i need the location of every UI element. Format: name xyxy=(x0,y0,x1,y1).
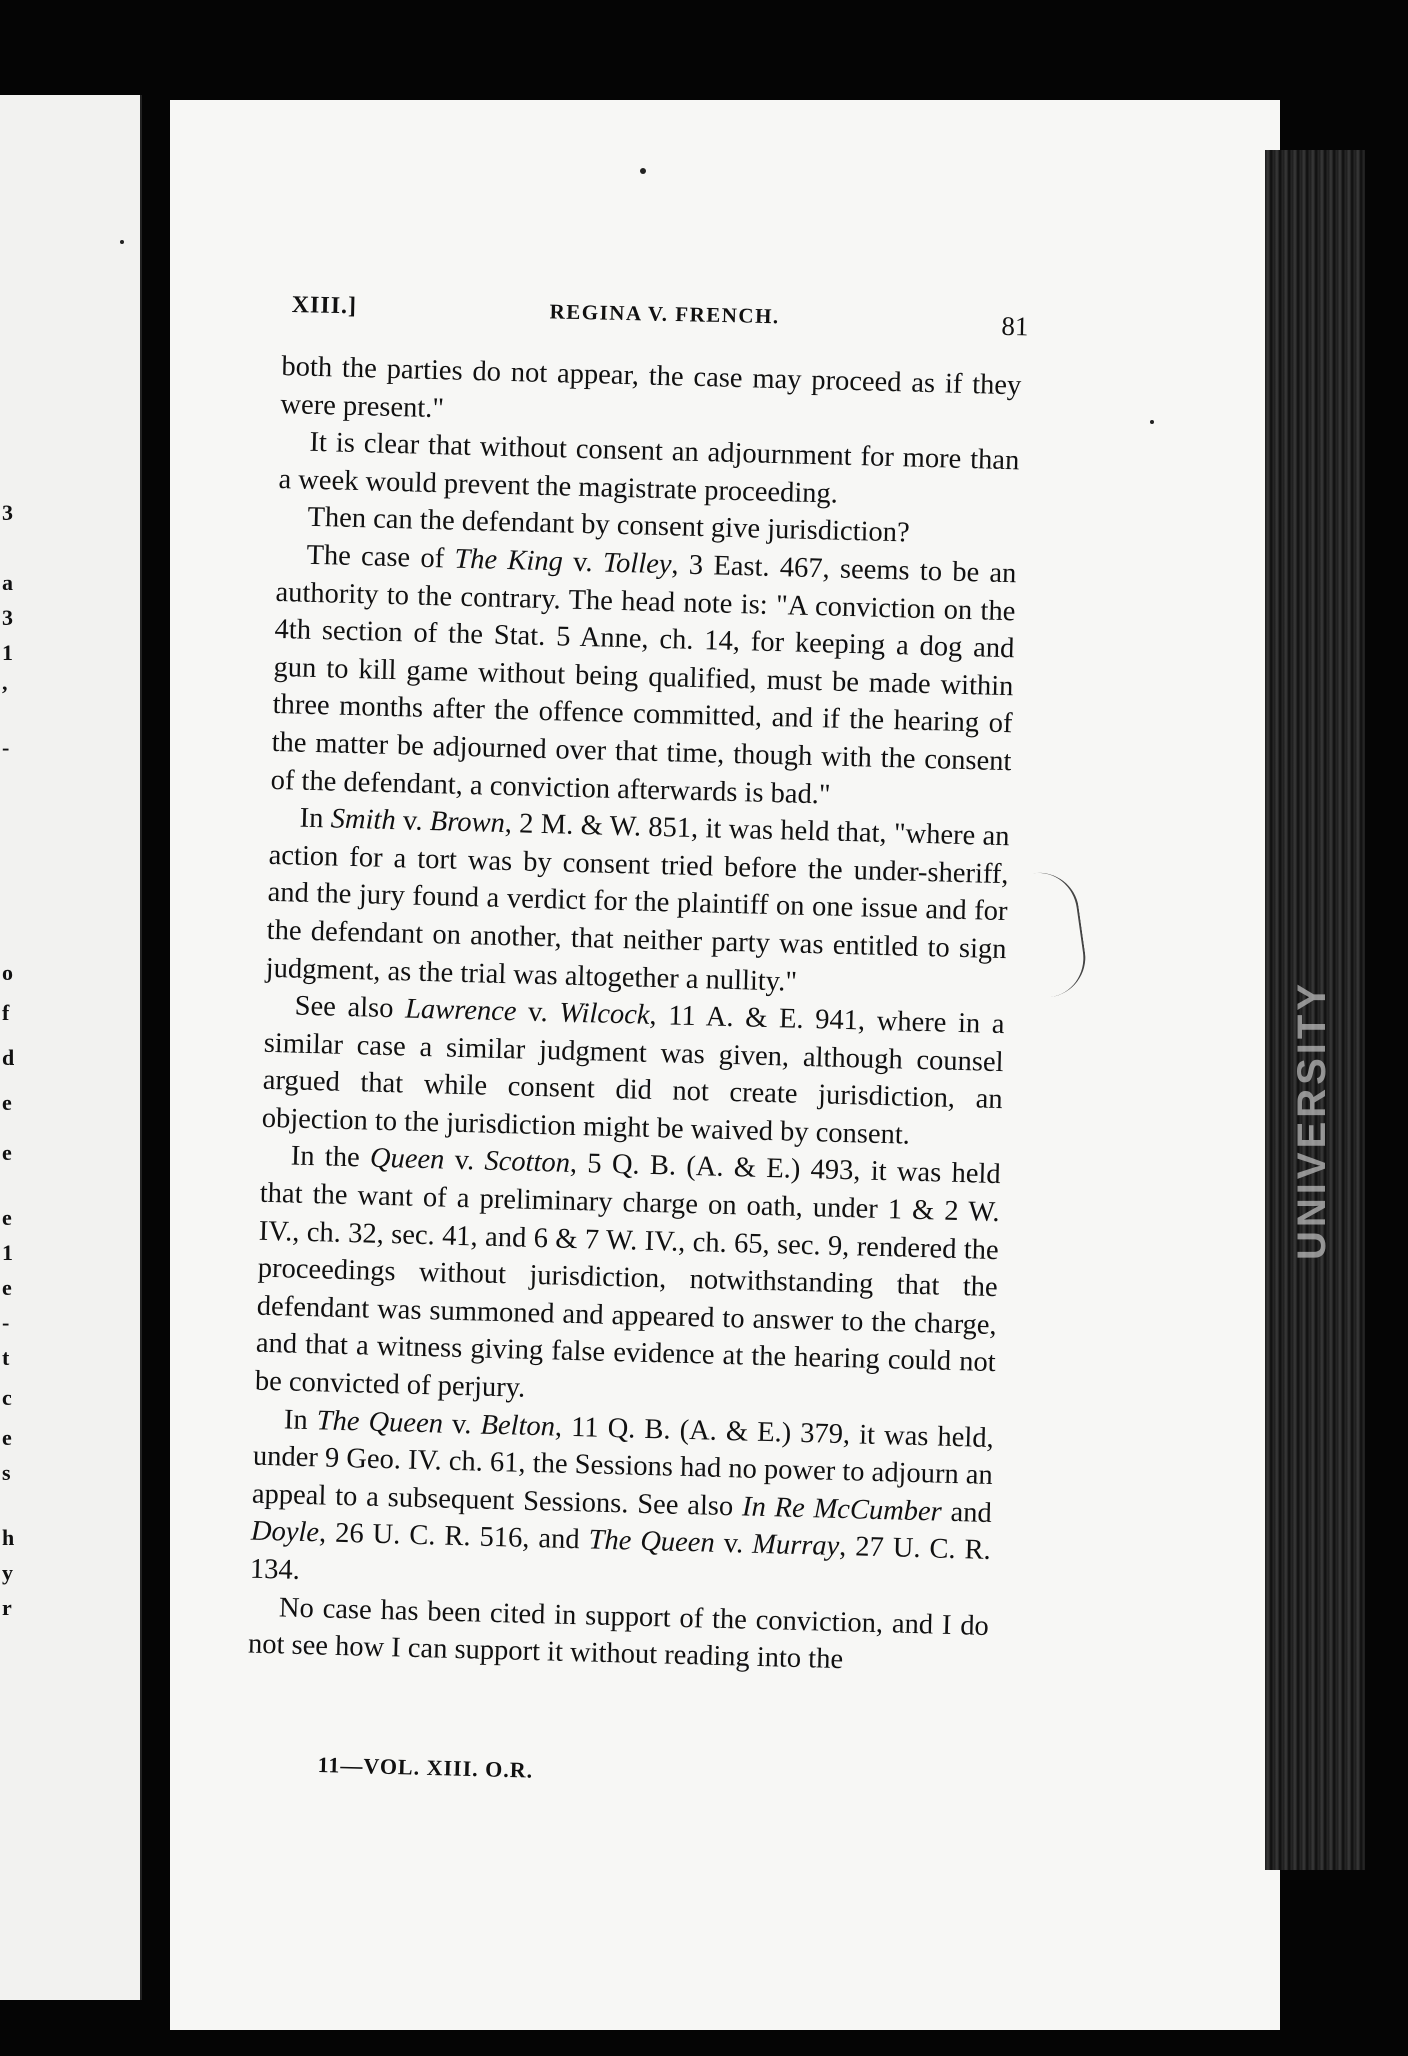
case-name: The King xyxy=(454,543,564,578)
facing-page-fragment: e xyxy=(2,1140,12,1165)
facing-page-fragment: 1 xyxy=(2,1240,13,1265)
text-run: The case of xyxy=(306,539,455,575)
case-name: Brown xyxy=(429,806,506,840)
facing-page-fragment: f xyxy=(2,1000,10,1025)
body-text xyxy=(248,348,1022,1683)
case-name: The Queen xyxy=(316,1404,444,1440)
text-run: , 11 A. & E. 941, where in a similar case a similar judgment was given, although counsel argued that while consent did not create jurisdiction, an objection to the jurisdiction might be waived by consent. xyxy=(261,999,1005,1151)
dust-speck xyxy=(640,168,646,174)
facing-page-fragment: t xyxy=(2,1345,10,1370)
text-run: In the xyxy=(290,1140,371,1175)
paragraph xyxy=(270,536,1017,818)
chapter-marker: XIII.] xyxy=(291,292,358,320)
text-run: , 2 M. & W. 851, it was held that, "where an action for a tort was by consent tried before the under-sheriff, and the jury found a verdict for the plaintiff on one issue and for the defendant on another, that neither party was entitled to sign judgment, as the trial was altogether a nullity." xyxy=(265,808,1010,998)
text-run: v. xyxy=(442,1408,482,1441)
paragraph: both the parties do not appear, the case may proceed as if they were present." xyxy=(280,350,1022,424)
case-name: Lawrence xyxy=(404,993,517,1028)
text-run: , 26 U. C. R. 516, and xyxy=(318,1517,589,1556)
case-name: Wilcock xyxy=(558,997,650,1031)
facing-page-fragment: e xyxy=(2,1275,12,1300)
edge-stamp: UNIVERSITY xyxy=(1290,979,1334,1260)
facing-page-fragment: s xyxy=(2,1460,11,1485)
paragraph xyxy=(250,1400,995,1607)
case-name: Doyle xyxy=(250,1516,320,1549)
facing-page-fragment: - xyxy=(2,735,10,760)
facing-page-fragment: 1 xyxy=(2,640,13,665)
facing-page-fragment: c xyxy=(2,1385,12,1410)
case-name: Murray xyxy=(751,1529,840,1563)
case-name: The Queen xyxy=(588,1524,716,1560)
paragraph: No case has been cited in support of the conviction, and I do not see how I can support it without reading into the xyxy=(247,1591,990,1676)
text-run: See also xyxy=(294,990,406,1025)
text-run: v. xyxy=(443,1145,485,1178)
running-title: REGINA V. FRENCH. xyxy=(549,299,780,329)
text-run: In xyxy=(299,802,332,835)
text-run: In xyxy=(283,1404,318,1436)
facing-page-fragment: e xyxy=(2,1090,12,1115)
text-run: , 11 Q. B. (A. & E.) 379, it was held, under 9 Geo. IV. ch. 61, the Sessions had no power to adjourn an appeal to a subsequent Sessions. See also xyxy=(251,1411,995,1523)
case-name: Belton xyxy=(480,1409,556,1443)
paragraph xyxy=(261,987,1005,1157)
facing-page-fragment: , xyxy=(2,670,8,695)
facing-page-fragment: e xyxy=(2,1425,12,1450)
dust-speck xyxy=(1150,420,1154,424)
case-name: Smith xyxy=(330,803,397,837)
facing-page-fragment: d xyxy=(2,1045,15,1070)
facing-page-fragments xyxy=(0,95,20,2000)
text-run: v. xyxy=(395,805,431,838)
text-run: , 27 U. C. R. 134. xyxy=(249,1531,992,1586)
text-run: , 3 East. 467, seems to be an authority to the contrary. The head note is: "A conviction on the 4th section of the Stat. 5 Anne, ch. 14, for keeping a dog and gun to kill game without being qualified, must be made within three months after the offence committed, and if the hearing of the matter be adjourned over that time, though with the consent of the defendant, a conviction afterwards is bad." xyxy=(270,549,1017,811)
signature-line: 11—VOL. XIII. O.R. xyxy=(317,1752,534,1783)
text-run: v. xyxy=(562,546,604,579)
text-run: v. xyxy=(714,1528,753,1561)
case-name: Queen xyxy=(369,1143,445,1176)
dust-speck xyxy=(120,240,124,244)
facing-page-edge xyxy=(0,95,142,2000)
paragraph xyxy=(254,1137,1001,1419)
paragraph: It is clear that without consent an adjournment for more than a week would prevent the magistrate proceeding. xyxy=(278,426,1020,510)
case-name: Tolley xyxy=(602,547,672,581)
page-number: 81 xyxy=(1001,310,1029,342)
text-run: and xyxy=(941,1496,993,1529)
facing-page-fragment: e xyxy=(2,1205,12,1230)
paragraph: Then can the defendant by consent give jurisdiction? xyxy=(307,502,911,549)
case-name: Scotton xyxy=(484,1146,571,1180)
facing-page-fragment: y xyxy=(2,1560,13,1585)
facing-page-fragment: 3 xyxy=(2,605,13,630)
facing-page-fragment: h xyxy=(2,1525,15,1550)
facing-page-fragment: 3 xyxy=(2,500,13,525)
paragraph xyxy=(265,799,1010,1006)
facing-page-fragment: o xyxy=(2,960,13,985)
text-run: v. xyxy=(516,996,560,1029)
case-name: In Re McCumber xyxy=(741,1491,943,1528)
facing-page-fragment: - xyxy=(2,1310,10,1335)
text-run: , 5 Q. B. (A. & E.) 493, it was held that the want of a preliminary charge on oath, under 1 & 2 W. IV., ch. 32, sec. 41, and 6 & 7 W. IV., ch. 65, sec. 9, rendered the proceedings without jurisdiction, notwithstanding that the defendant was summoned and appeared to answer to the charge, and that a witness giving false evidence at the hearing could not be convicted of perjury. xyxy=(254,1148,1002,1404)
facing-page-fragment: a xyxy=(2,570,13,595)
facing-page-fragment: r xyxy=(2,1595,12,1620)
